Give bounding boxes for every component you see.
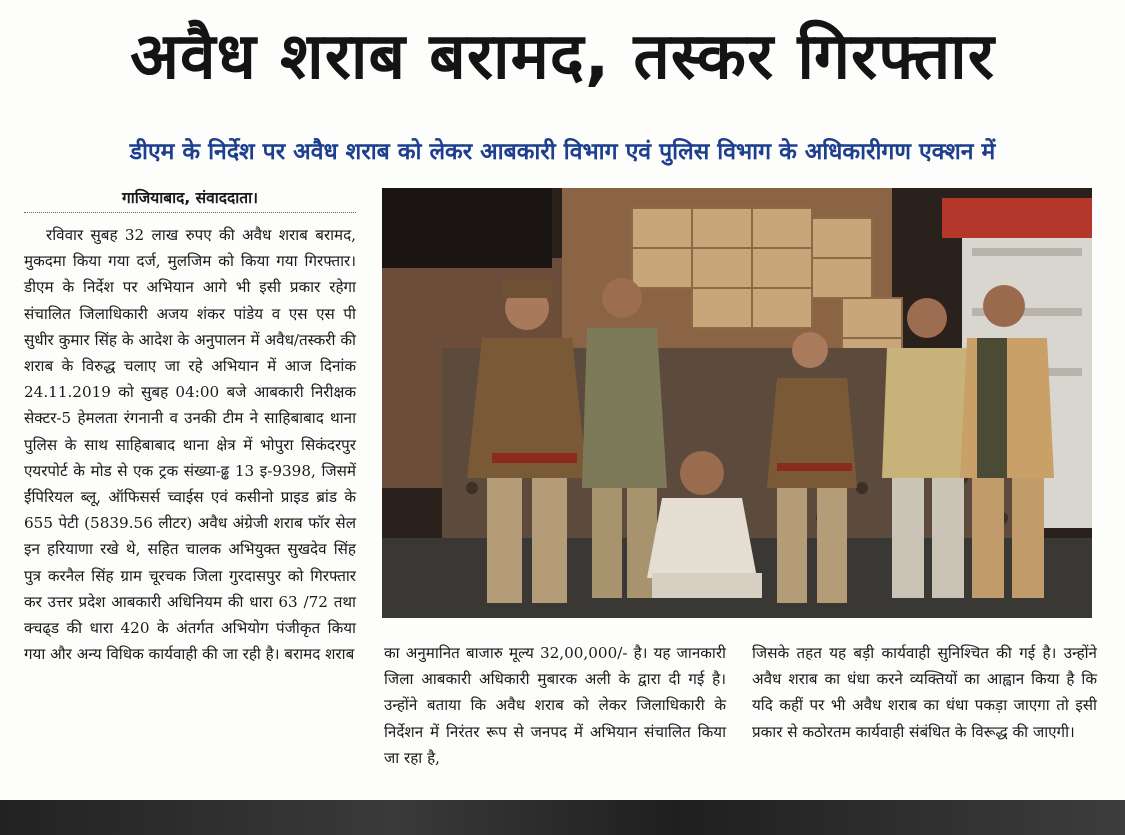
column-2-text: का अनुमानित बाजारु मूल्य 32,00,000/- है। यह जानकारी जिला आबकारी अधिकारी मुबारक अली के द्वारा दी गई है। उन्होंने बताया कि अवैध शराब को लेकर जिलाधिकारी के निर्देशन में निरंतर रूप से जनपद में अभियान संचालित किया जा रहा है, xyxy=(384,644,726,767)
bottom-dark-band xyxy=(0,800,1125,835)
subheadline: डीएम के निर्देश पर अवैध शराब को लेकर आबकारी विभाग एवं पुलिस विभाग के अधिकारीगण एक्शन में xyxy=(129,139,996,165)
column-1-text: रविवार सुबह 32 लाख रुपए की अवैध शराब बरामद, मुकदमा किया गया दर्ज, मुलजिम को किया गया गिरफ्तार। डीएम के निर्देश पर अभियान आगे भी इसी प्रकार रहेगा संचालित जिलाधिकारी अजय शंकर पांडेय व एस एस पी सुधीर कुमार सिंह के आदेश के अनुपालन में अवैध/तस्करी की शराब के विरुद्ध चलाए जा रहे अभियान में आज दिनांक 24.11.2019 को सुबह 04:00 बजे आबकारी निरीक्षक सेक्टर-5 हेमलता रंगनानी व उनकी टीम ने साहिबाबाद थाना पुलिस के साथ साहिबाबाद थाना क्षेत्र में भोपुरा सिकंदरपुर एयरपोर्ट के मोड से एक ट्रक संख्या-ढ्ढ 13 इ-9398, जिसमें ईंपिरियल ब्लू, ऑफिसर्स च्वाईस एवं कसीनो प्राइड ब्रांड के 655 पेटी (5839.56 लीटर) अवैध अंग्रेजी शराब फॉर सेल इन हरियाणा रखे थे, सहित चालक अभियुक्त सुखदेव सिंह पुत्र करनैल सिंह ग्राम चूरचक जिला गुरदासपुर को गिरफ्तार कर उत्तर प्रदेश आबकारी अधिनियम की धारा 63 /72 तथा क्चढ्ड की धारा 420 के अंतर्गत अभियोग पंजीकृत किया गया और अन्य विधिक कार्यवाही की जा रही है। बरामद शराब xyxy=(24,226,356,664)
article-column-1 xyxy=(24,222,356,667)
article-column-3 xyxy=(752,640,1097,745)
news-photo xyxy=(382,188,1092,618)
column-3-text: जिसके तहत यह बड़ी कार्यवाही सुनिश्चित की गई है। उन्होंने अवैध शराब का धंधा करने व्यक्तियों का आह्वान किया है कि यदि कहीं पर भी अवैध शराब का धंधा पकड़ा जाएगा तो इसी प्रकार से कठोरतम कार्यवाही संबंधित के विरूद्ध की जाएगी। xyxy=(752,644,1097,741)
headline: अवैध शराब बरामद, तस्कर गिरफ्तार xyxy=(130,20,995,94)
dateline: गाजियाबाद, संवाददाता। xyxy=(24,184,356,213)
article-column-2 xyxy=(384,640,726,771)
photo-illustration xyxy=(382,188,1092,618)
